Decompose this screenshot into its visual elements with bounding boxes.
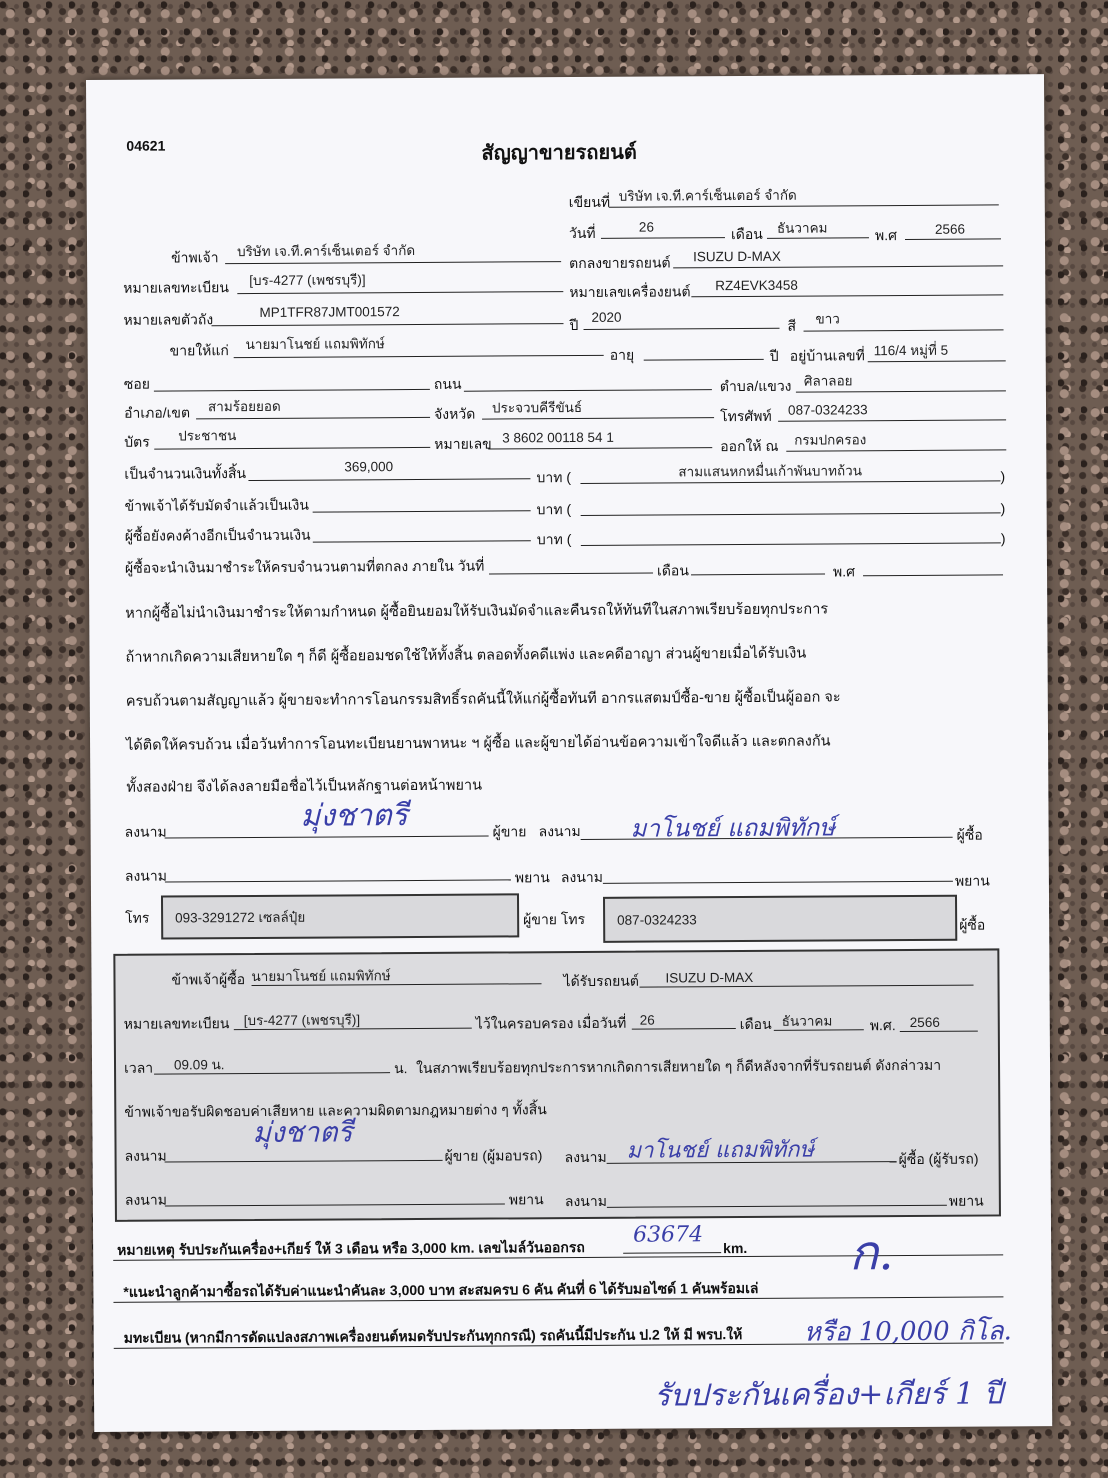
label-seller-deliver: ผู้ขาย (ผู้มอบรถ): [444, 1147, 543, 1164]
label-receipt-sign-4: ลงนาม: [564, 1192, 607, 1210]
mileage-handwritten: 63674: [632, 1222, 704, 1248]
value-car-year: 2020: [591, 309, 622, 325]
line: [644, 359, 764, 361]
value-district: สามร้อยยอด: [207, 398, 281, 415]
label-chassis-no: หมายเลขตัวถัง: [123, 311, 214, 328]
line: [786, 449, 1006, 451]
handwritten-note-1: หรือ 10,000 กิโล.: [803, 1316, 1012, 1348]
label-agree-sell: ตกลงขายรถยนต์: [569, 254, 671, 272]
value-seller-phone: 093-3291272 เซลล์ปุ๋ย: [175, 909, 306, 926]
label-buyer-3: ผู้ซื้อ: [959, 916, 986, 933]
line: [601, 237, 725, 239]
buyer-phone-box: [603, 895, 957, 943]
line: [313, 540, 531, 542]
label-subdistrict: ตำบล/แขวง: [719, 377, 792, 395]
line: [489, 573, 653, 575]
label-receipt-sign: ลงนาม: [124, 1147, 167, 1164]
line: [868, 360, 1006, 362]
line: [196, 417, 430, 419]
line: [154, 447, 430, 450]
label-possession: ไว้ในครอบครอง เมื่อวันที่: [475, 1014, 627, 1032]
value-receipt-buyer: นายมาโนชย์ แถมพิทักษ์: [251, 968, 391, 985]
referral-text: *แนะนำลูกค้ามาซื้อรถได้รับค่าแนะนำคันละ 3,000 บาท สะสมครบ 6 คัน คันที่ 6 ได้รับมอไซด์ 1 คันพร้อมเล่: [123, 1279, 759, 1300]
contract-paper: [86, 74, 1052, 1432]
handwritten-initials: ก.: [849, 1225, 894, 1282]
label-phone: โทรศัพท์: [720, 407, 772, 425]
line: [482, 417, 714, 419]
remark-text: หมายเหตุ รับประกันเครื่อง+เกียร์ ให้ 3 เดือน หรือ 3,000 km. เลขไมล์วันออกรถ: [117, 1238, 585, 1258]
label-year: ปี: [569, 316, 579, 334]
line: [767, 237, 869, 239]
line: [691, 573, 825, 575]
label-baht-2: บาท (: [536, 501, 572, 518]
label-road: ถนน: [433, 375, 462, 392]
value-buyer-phone: 087-0324233: [617, 912, 697, 928]
label-engine-no: หมายเลขเครื่องยนต์: [569, 283, 691, 301]
label-seller: ผู้ขาย: [492, 823, 527, 840]
value-card: ประชาชน: [178, 428, 237, 444]
condition-text: ในสภาพเรียบร้อยทุกประการหากเกิดการเสียหายใด ๆ ก็ดีหลังจากที่รับรถยนต์ ดังกล่าวมา: [415, 1056, 942, 1077]
line: [623, 1252, 721, 1254]
label-date: วันที่: [568, 224, 596, 242]
label-reg-no: หมายเลขทะเบียน: [123, 279, 229, 296]
terms-line: ครบถ้วนตามสัญญาแล้ว ผู้ขายจะทำการโอนกรรมสิทธิ์รถคันนี้ให้แก่ผู้ซื้อทันที อากรแสตมป์ซื้อ-ขาย ผู้ซื้อเป็นผู้ออก จะ: [125, 689, 841, 710]
seller-phone-box: [161, 893, 519, 939]
value-subdistrict: ศิลาลอย: [803, 373, 853, 389]
label-written-at: เขียนที่: [568, 193, 611, 211]
line: [778, 419, 1006, 421]
value-car-model: ISUZU D-MAX: [693, 248, 781, 265]
label-receipt-witness: พยาน: [508, 1191, 544, 1208]
value-receipt-day: 26: [639, 1012, 655, 1028]
line: [313, 510, 531, 512]
receipt-buyer-signature: มาโนชย์ แถมพิทักษ์: [626, 1137, 814, 1164]
label-color: สี: [787, 317, 797, 334]
label-receipt-month: เดือน: [739, 1015, 772, 1033]
value-written-at: บริษัท เจ.ที.คาร์เซ็นเตอร์ จำกัด: [618, 187, 797, 204]
line: [609, 204, 999, 207]
label-receipt-witness-2: พยาน: [948, 1192, 984, 1209]
label-province: จังหวัด: [433, 405, 476, 422]
value-receipt-reg: [บร-4277 (เพชรบุรี)]: [243, 1012, 361, 1029]
label-n: น.: [393, 1060, 408, 1077]
value-year-be: 2566: [934, 221, 966, 237]
buyer-signature: มาโนชย์ แถมพิทักษ์: [630, 813, 836, 843]
line: [581, 512, 1001, 516]
label-sign-4: ลงนาม: [560, 868, 604, 886]
label-month-2: เดือน: [656, 562, 689, 579]
label-be-2: พ.ศ: [832, 563, 856, 580]
value-time: 09.09 น.: [173, 1057, 225, 1073]
label-pay-by: ผู้ซื้อจะนำเงินมาชำระให้ครบจำนวนตามที่ตกลง ภายใน วันที่: [124, 557, 485, 576]
line: [464, 389, 712, 392]
label-buyer: ผู้ซื้อ: [956, 826, 983, 843]
value-reg-no: [บร-4277 (เพชรบุรี)]: [249, 272, 366, 289]
label-issued-at: ออกให้ ณ: [720, 437, 779, 455]
line: [234, 355, 604, 358]
line: [248, 478, 530, 481]
label-total: เป็นจำนวนเงินทั้งสิ้น: [124, 465, 247, 482]
label-receipt-be: พ.ศ.: [869, 1017, 896, 1034]
label-time: เวลา: [123, 1059, 154, 1076]
label-witness-2: พยาน: [954, 872, 990, 889]
value-province: ประจวบคีรีขันธ์: [491, 399, 583, 416]
label-witness: พยาน: [514, 869, 550, 886]
line: [804, 329, 1004, 331]
label-sign: ลงนาม: [124, 823, 167, 840]
seller-signature: มุ่งชาตรี: [300, 798, 408, 834]
value-receipt-car: ISUZU D-MAX: [665, 969, 754, 986]
value-id-no: 3 8602 00118 54 1: [502, 429, 614, 446]
delivery-receipt-box: [113, 948, 1001, 1221]
warranty-text: มทะเบียน (หากมีการดัดแปลงสภาพเครื่องยนต์หมดรับประกันทุกกรณี) รถคันนี้มีประกัน ป.2 ให้ มี พรบ.ให้: [123, 1326, 743, 1346]
close-paren: ): [1000, 468, 1006, 485]
line: [673, 265, 1003, 268]
line: [165, 879, 511, 882]
label-card: บัตร: [124, 433, 150, 450]
label-receipt-reg: หมายเลขทะเบียน: [123, 1015, 230, 1032]
line: [225, 261, 561, 264]
line: [603, 881, 953, 884]
label-i: ข้าพเจ้า: [171, 249, 219, 266]
label-baht: บาท (: [536, 469, 572, 486]
receipt-seller-signature: มุ่งชาตรี: [252, 1115, 353, 1150]
close-paren-3: ): [1000, 530, 1006, 547]
label-soi: ซอย: [123, 375, 151, 392]
value-house-no: 116/4 หมู่ที่ 5: [873, 342, 949, 359]
label-received-car: ได้รับรถยนต์: [563, 972, 639, 990]
label-deposit: ข้าพเจ้าได้รับมัดจำแล้วเป็นเงิน: [124, 496, 309, 514]
line: [863, 574, 1003, 576]
label-baht-3: บาท (: [536, 531, 572, 548]
value-phone: 087-0324233: [787, 402, 868, 418]
label-district: อำเภอ/เขต: [123, 404, 191, 421]
label-month: เดือน: [730, 225, 763, 243]
doc-number: 04621: [126, 137, 166, 154]
line: [237, 291, 563, 294]
value-day: 26: [638, 219, 654, 235]
line: [580, 480, 1000, 484]
label-phone-2: โทร: [125, 909, 150, 926]
label-seller-phone: ผู้ขาย โทร: [523, 910, 586, 928]
line: [212, 323, 564, 326]
liability-text: ข้าพเจ้าขอรับผิดชอบค่าเสียหาย และความผิดตามกฎหมายต่าง ๆ ทั้งสิ้น: [124, 1101, 547, 1120]
page-title: สัญญาขายรถยนต์: [481, 141, 637, 165]
label-years: ปี: [769, 347, 779, 364]
terms-line: ถ้าหากเกิดความเสียหายใด ๆ ก็ดี ผู้ซื้อยอมชดใช้ให้ทั้งสิ้น ตลอดทั้งคดีแพ่ง และคดีอาญา ส่วนผู้ขายเมื่อได้รับเงิน: [125, 645, 807, 666]
value-buyer: นายมาโนชย์ แถมพิทักษ์: [245, 336, 385, 353]
line: [581, 542, 1001, 546]
value-chassis-no: MP1TFR87JMT001572: [259, 304, 400, 320]
label-sell-to: ขายให้แก่: [169, 342, 229, 359]
label-be-year: พ.ศ: [874, 227, 898, 244]
value-receipt-year: 2566: [909, 1014, 940, 1030]
value-month: ธันวาคม: [776, 220, 828, 236]
handwritten-note-2: รับประกันเครื่อง+เกียร์ 1 ปี: [653, 1376, 1003, 1414]
value-seller: บริษัท เจ.ที.คาร์เซ็นเตอร์ จำกัด: [237, 242, 416, 260]
line: [691, 294, 1003, 297]
terms-line: หากผู้ซื้อไม่นำเงินมาชำระให้ตามกำหนด ผู้ซื้อยินยอมให้รับเงินมัดจำและคืนรถให้ทันทีในสภาพเรียบร้อยทุกประการ: [125, 601, 829, 622]
terms-line: ได้ติดให้ครบถ้วน เมื่อวันทำการโอนทะเบียนยานพาหนะ ฯ ผู้ซื้อ และผู้ขายได้อ่านข้อความเข้าใจดีแล้ว และตกลงกัน: [126, 733, 831, 754]
line: [905, 238, 1001, 240]
value-color: ขาว: [815, 311, 840, 327]
line: [154, 389, 430, 392]
label-receipt-sign-2: ลงนาม: [564, 1148, 607, 1166]
label-buyer-owes: ผู้ซื้อยังคงค้างอีกเป็นจำนวนเงิน: [124, 526, 311, 544]
label-receipt-sign-3: ลงนาม: [124, 1191, 167, 1208]
line: [796, 390, 1006, 392]
label-id-no: หมายเลข: [434, 435, 492, 452]
label-i-buyer: ข้าพเจ้าผู้ซื้อ: [171, 971, 246, 988]
km-unit: km.: [723, 1239, 748, 1257]
close-paren-2: ): [1000, 500, 1006, 517]
label-sign-2: ลงนาม: [538, 822, 581, 840]
value-total: 369,000: [344, 459, 394, 475]
label-sign-3: ลงนาม: [124, 867, 167, 884]
line: [584, 328, 780, 330]
value-engine-no: RZ4EVK3458: [715, 277, 798, 294]
line: [488, 447, 712, 449]
value-total-words: สามแสนหกหมื่นเก้าพันบาทถ้วน: [678, 463, 862, 480]
value-issued-at: กรมปกครอง: [794, 432, 867, 448]
value-receipt-month: ธันวาคม: [781, 1013, 833, 1029]
label-buyer-receive: ผู้ซื้อ (ผู้รับรถ): [898, 1150, 979, 1168]
label-house-no: อยู่บ้านเลขที่: [789, 347, 865, 364]
label-age: อายุ: [609, 346, 635, 363]
terms-line: ทั้งสองฝ่าย จึงได้ลงลายมือชื่อไว้เป็นหลักฐานต่อหน้าพยาน: [126, 777, 483, 796]
